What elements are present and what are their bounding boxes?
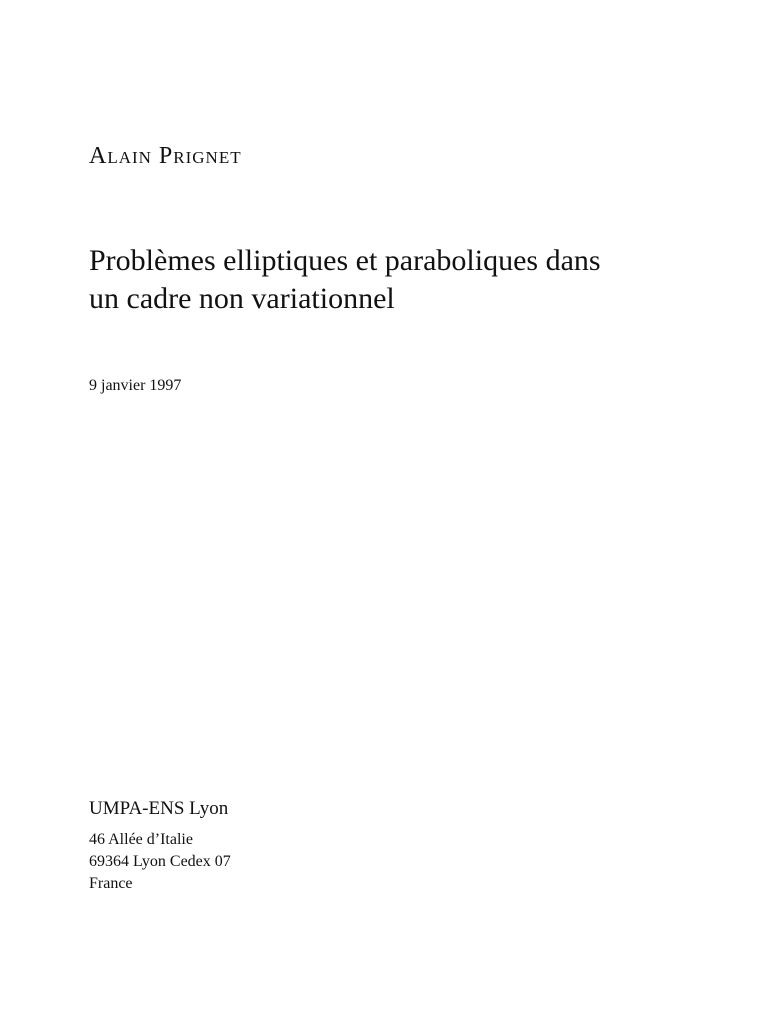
address-city: 69364 Lyon Cedex 07 bbox=[89, 853, 231, 870]
institution-name: UMPA-ENS Lyon bbox=[89, 798, 229, 819]
title-line-2: un cadre non variationnel bbox=[89, 282, 395, 315]
document-title bbox=[89, 242, 689, 318]
address-street: 46 Allée d’Italie bbox=[89, 831, 193, 848]
address-country: France bbox=[89, 875, 133, 892]
title-line-1: Problèmes elliptiques et paraboliques dans bbox=[89, 244, 601, 277]
author-name: Alain Prignet bbox=[89, 143, 242, 169]
postal-address bbox=[89, 829, 231, 895]
document-date: 9 janvier 1997 bbox=[89, 377, 182, 394]
